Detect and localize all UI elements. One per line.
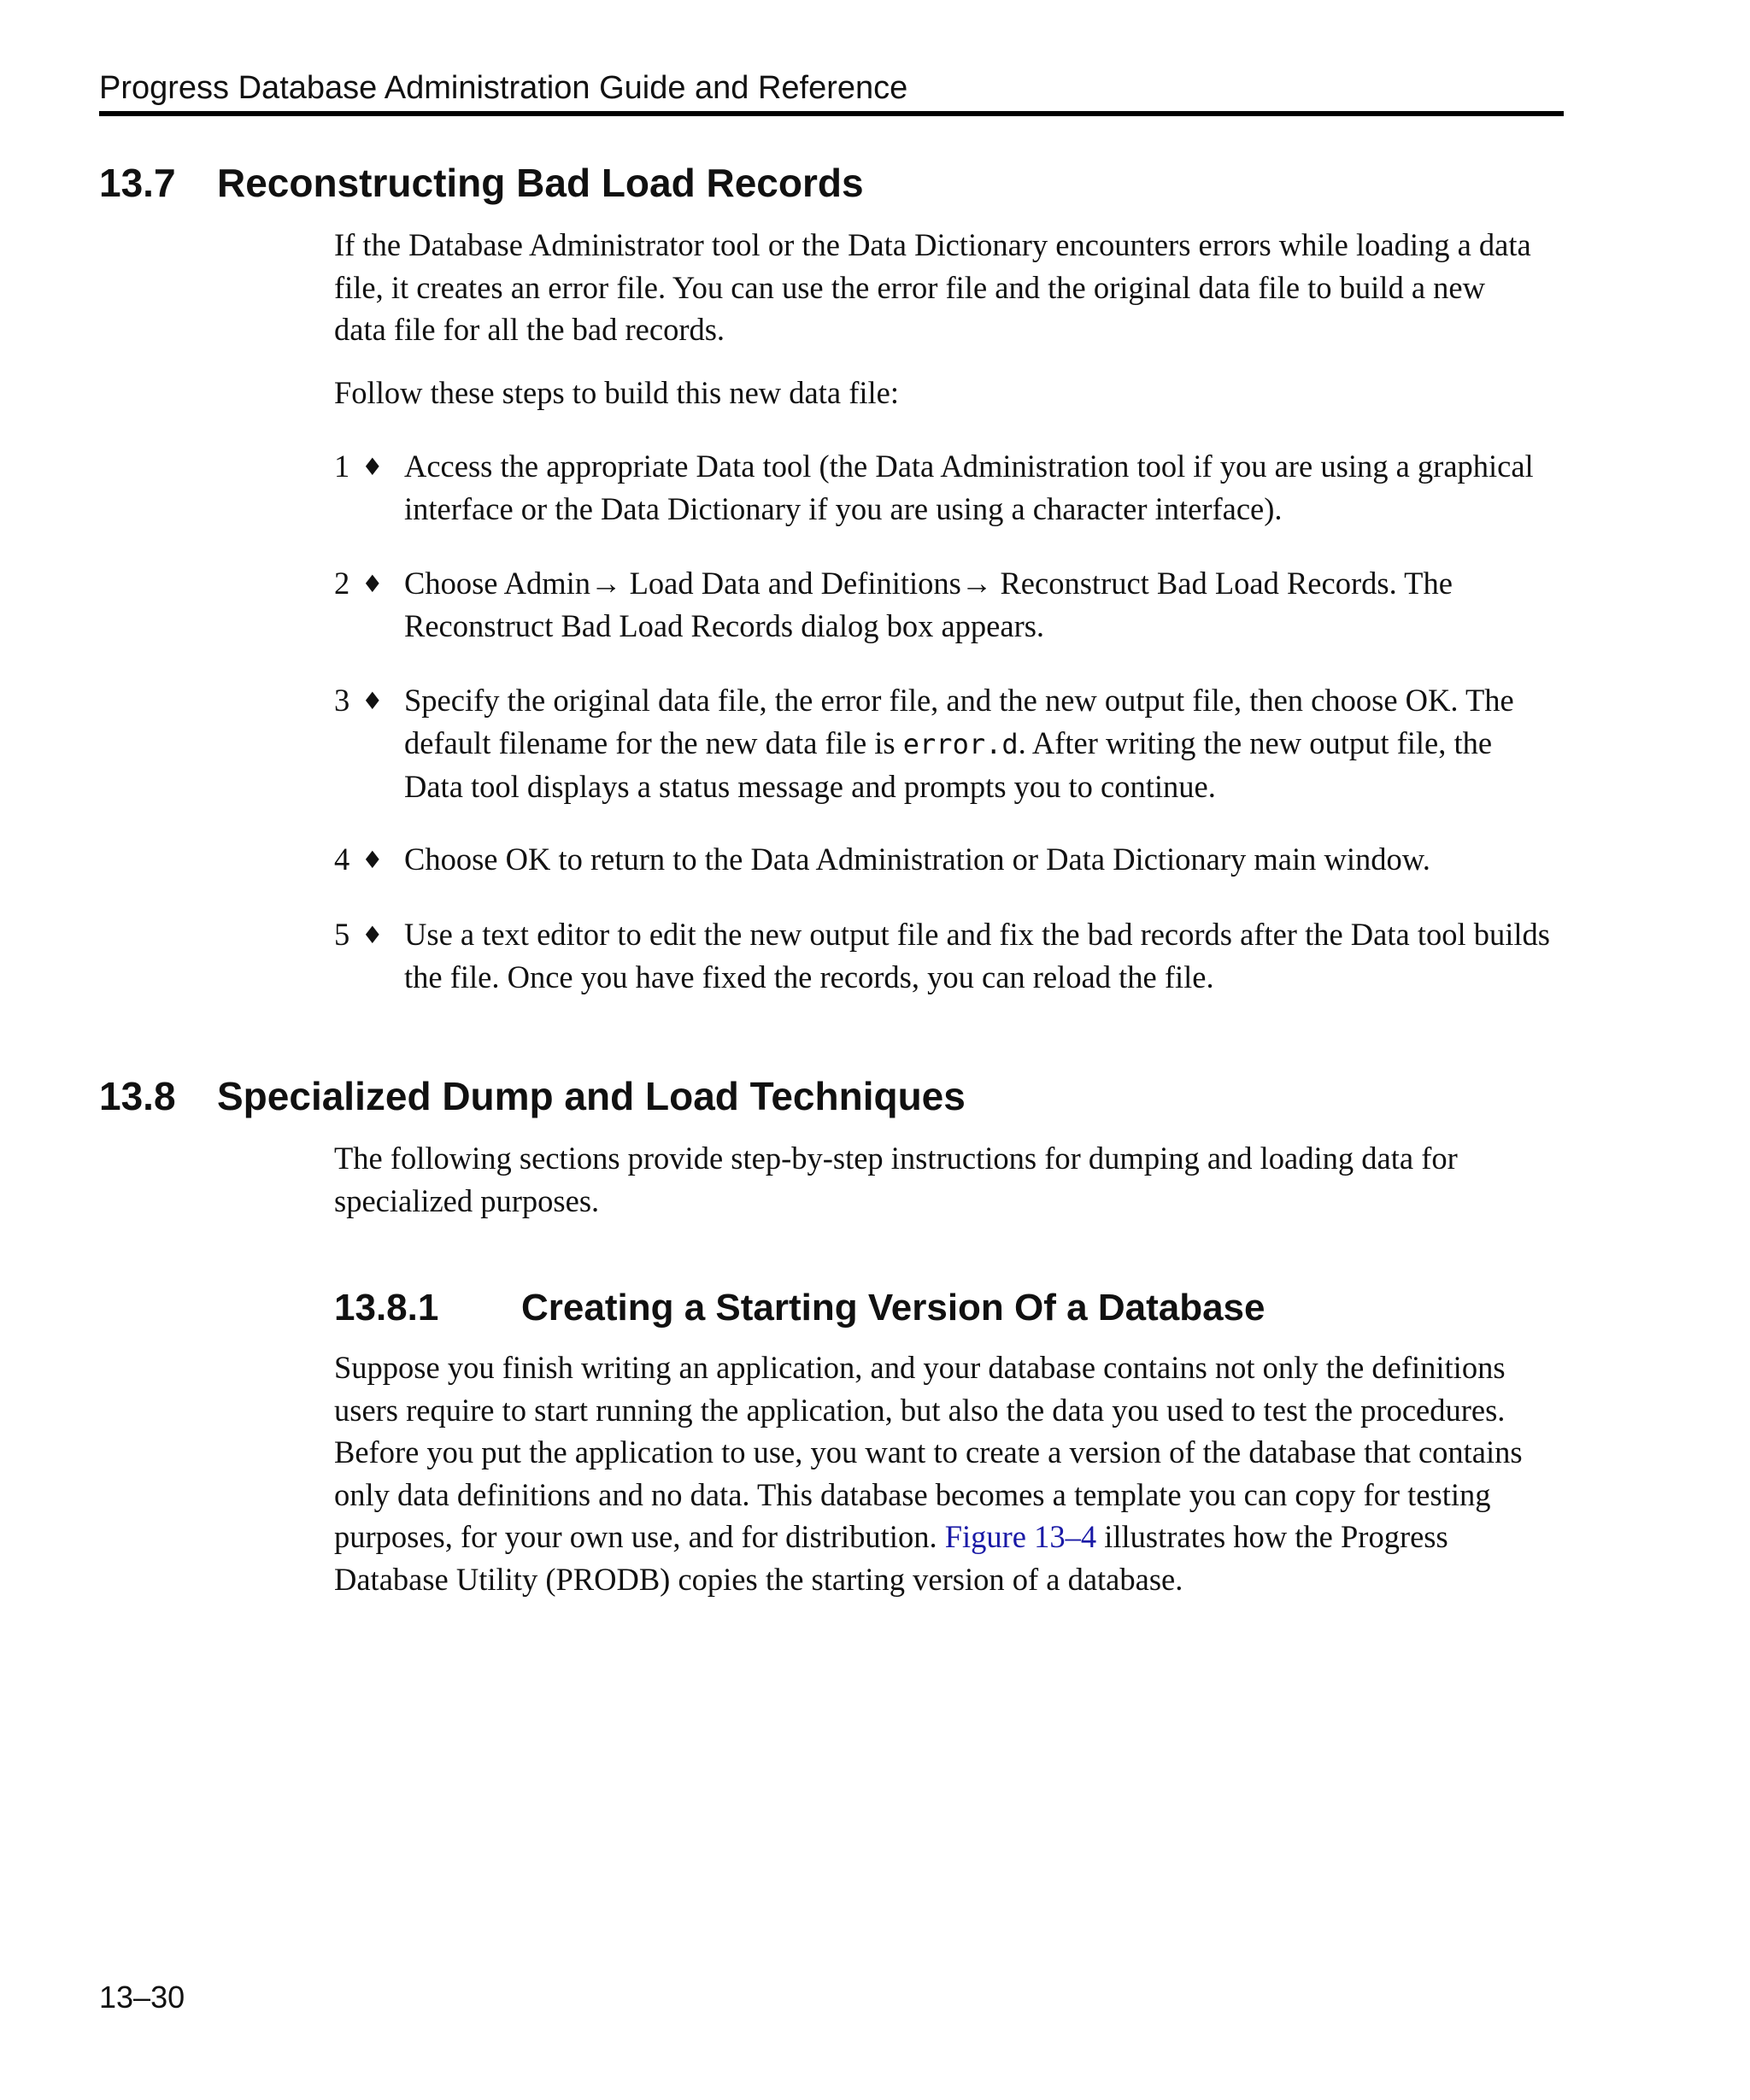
text-line: Choose OK to return to the Data Administration or Data Dictionary main window. (404, 842, 1430, 877)
section-title: Reconstructing Bad Load Records (217, 161, 864, 205)
step-marker (334, 838, 383, 882)
section-13-8-heading (99, 1072, 966, 1120)
section-number: 13.8 (99, 1074, 176, 1118)
step-marker (334, 562, 383, 606)
text-line: Database Utility (PRODB) copies the starting version of a database. (334, 1561, 1183, 1597)
step-marker (334, 445, 383, 489)
text-run: illustrates how the Progress (1096, 1519, 1448, 1554)
diamond-bullet-icon: ♦ (361, 453, 384, 481)
diamond-bullet-icon: ♦ (361, 846, 384, 874)
section-number: 13.7 (99, 161, 176, 205)
text-line: The following sections provide step-by-step instructions for dumping and loading data for (334, 1141, 1458, 1176)
text-line: users require to start running the application, but also the data you used to test the procedures. (334, 1392, 1506, 1428)
text-line: Before you put the application to use, you want to create a version of the database that contains (334, 1434, 1523, 1469)
text-line: Specify the original data file, the error file, and the new output file, then choose OK. The (404, 683, 1514, 718)
header-rule (99, 111, 1564, 116)
steps-intro (334, 372, 1565, 414)
section-13-7-intro (334, 224, 1565, 351)
text-line: Follow these steps to build this new data file: (334, 375, 899, 410)
text-line: Data tool displays a status message and prompts you to continue. (404, 769, 1216, 804)
figure-13-4-link[interactable]: Figure 13–4 (944, 1519, 1097, 1554)
text-line: the file. Once you have fixed the records, you can reload the file. (404, 959, 1214, 994)
text-line: Use a text editor to edit the new output file and fix the bad records after the Data tool builds (404, 917, 1550, 952)
section-13-8-intro (334, 1137, 1565, 1222)
page-number: 13–30 (99, 1980, 185, 2015)
text-run: purposes, for your own use, and for distribution. (334, 1519, 945, 1554)
text-line: only data definitions and no data. This database becomes a template you can copy for testing (334, 1476, 1491, 1512)
diamond-bullet-icon: ♦ (361, 921, 384, 949)
step-number: 3 (334, 683, 350, 718)
text-run: . After writing the new output file, the (1018, 724, 1493, 760)
diamond-bullet-icon: ♦ (361, 687, 384, 715)
step-number: 2 (334, 566, 350, 601)
text-line (404, 722, 1514, 766)
text-line: interface or the Data Dictionary if you are using a character interface). (404, 490, 1283, 526)
diamond-bullet-icon: ♦ (361, 570, 384, 598)
step-text (404, 913, 1550, 998)
step-marker (334, 913, 383, 957)
text-line: data file for all the bad records. (334, 312, 725, 347)
section-number: 13.8.1 (334, 1287, 439, 1329)
filename-code: error.d (902, 727, 1019, 760)
text-line: Choose Admin→ Load Data and Definitions→ Reconstruct Bad Load Records. The (404, 566, 1453, 601)
text-line: Reconstruct Bad Load Records dialog box appears. (404, 607, 1045, 643)
step-text (404, 679, 1514, 808)
text-line: Access the appropriate Data tool (the Data Administration tool if you are using a graphical (404, 449, 1534, 484)
step-marker (334, 679, 383, 723)
text-line: If the Database Administrator tool or the Data Dictionary encounters errors while loading a data (334, 227, 1531, 262)
section-13-8-1-body (334, 1346, 1565, 1600)
text-line: file, it creates an error file. You can use the error file and the original data file to build a new (334, 269, 1485, 305)
text-line (334, 1516, 1565, 1558)
step-number: 1 (334, 449, 350, 484)
text-line: Suppose you finish writing an application, and your database contains not only the definitions (334, 1350, 1506, 1385)
section-13-8-1-heading (334, 1284, 1265, 1332)
section-13-7-heading (99, 159, 864, 207)
step-number: 4 (334, 842, 350, 877)
running-header: Progress Database Administration Guide and Reference (99, 70, 908, 106)
step-number: 5 (334, 917, 350, 952)
text-run: default filename for the new data file is (404, 724, 903, 760)
step-text (404, 562, 1453, 647)
step-text (404, 838, 1430, 881)
step-text (404, 445, 1534, 530)
text-line: specialized purposes. (334, 1182, 600, 1218)
section-title: Creating a Starting Version Of a Database (521, 1287, 1266, 1329)
section-title: Specialized Dump and Load Techniques (217, 1074, 966, 1118)
